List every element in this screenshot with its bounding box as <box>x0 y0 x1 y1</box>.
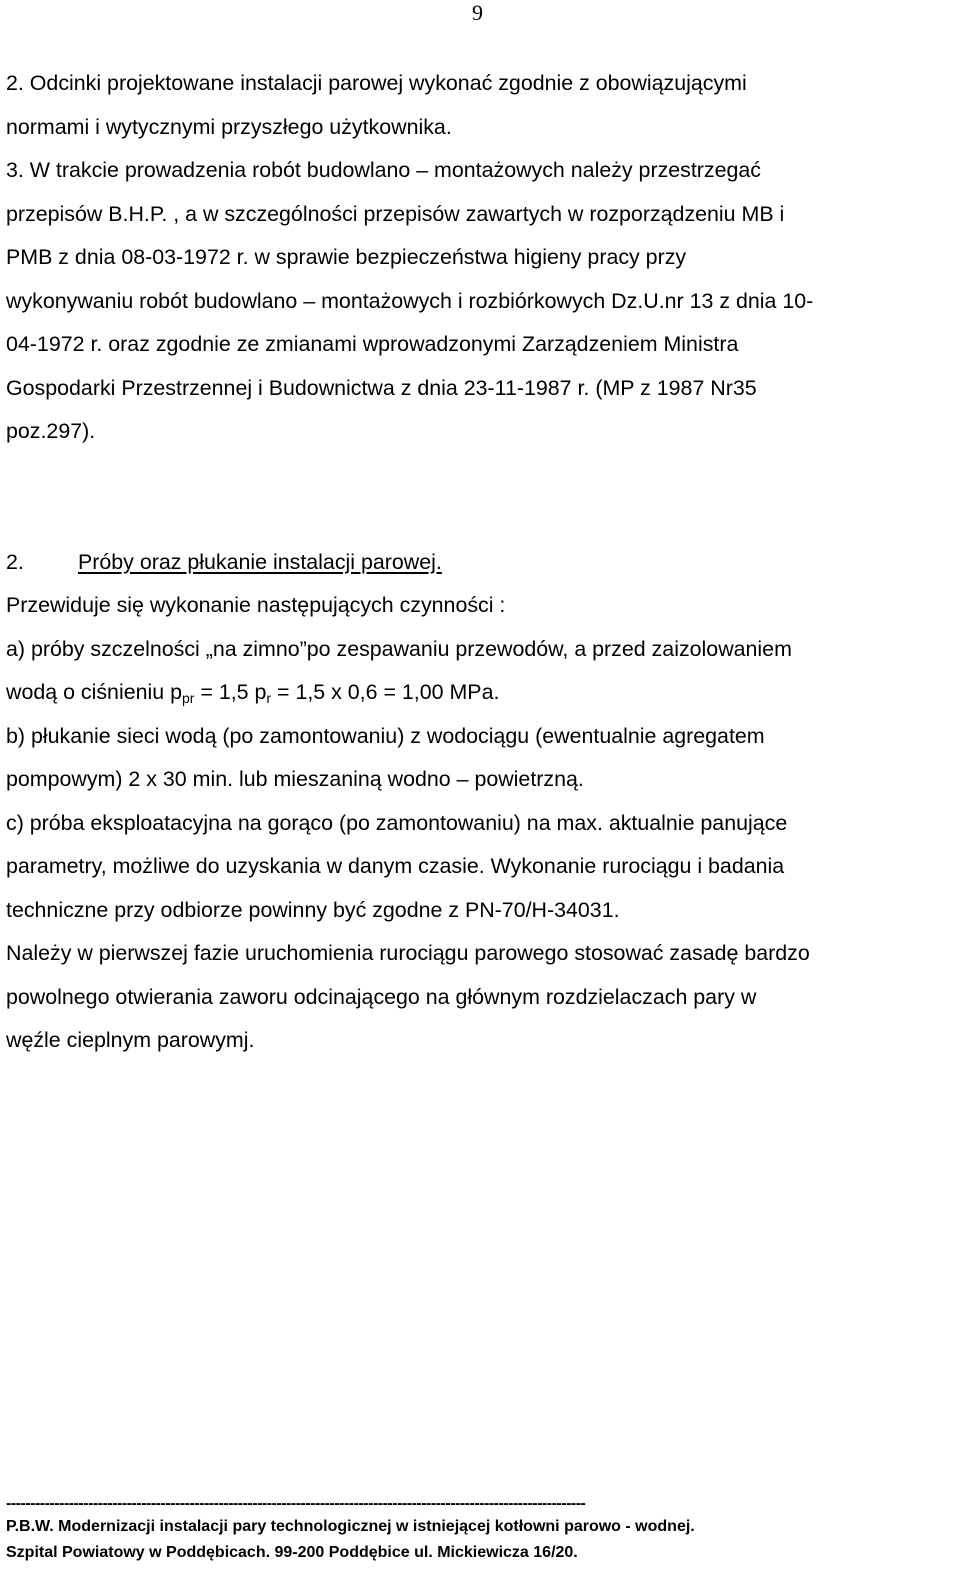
document-body <box>6 62 954 1063</box>
text-line: 3. W trakcie prowadzenia robót budowlano – montażowych należy przestrzegać <box>6 158 762 182</box>
section-intro: Przewiduje się wykonanie następujących czynności : <box>6 593 506 617</box>
subscript-pr: pr <box>182 690 195 706</box>
section-number: 2. <box>6 549 24 574</box>
text-line: węźle cieplnym parowymj. <box>6 1028 255 1052</box>
pressure-text: = 1,5 p <box>194 680 267 704</box>
text-line: parametry, możliwe do uzyskania w danym czasie. Wykonanie rurociągu i badania <box>6 854 785 878</box>
text-line: PMB z dnia 08-03-1972 r. w sprawie bezpieczeństwa higieny pracy przy <box>6 245 687 269</box>
page-footer <box>6 1494 946 1566</box>
item-a-pressure-line <box>6 671 954 715</box>
pressure-text: = 1,5 x 0,6 = 1,00 MPa. <box>271 680 500 704</box>
page-number: 9 <box>472 0 483 25</box>
subscript-r: r <box>266 690 272 706</box>
section-spacer <box>6 454 954 541</box>
footer-divider: ------------------------------------------------------------------------------------------------------------------------ <box>6 1495 586 1512</box>
text-line: c) próba eksploatacyjna na gorąco (po zamontowaniu) na max. aktualnie panujące <box>6 810 788 835</box>
text-line: 2. Odcinki projektowane instalacji parowej wykonać zgodnie z obowiązującymi <box>6 71 747 95</box>
text-line: Należy w pierwszej fazie uruchomienia rurociągu parowego stosować zasadę bardzo <box>6 941 810 965</box>
text-line: normami i wytycznymi przyszłego użytkownika. <box>6 114 452 139</box>
pressure-text: wodą o ciśnieniu p <box>6 680 182 704</box>
text-line: b) płukanie sieci wodą (po zamontowaniu) z wodociągu (ewentualnie agregatem <box>6 723 765 748</box>
text-line: powolnego otwierania zaworu odcinającego na głównym rozdzielaczach pary w <box>6 984 757 1009</box>
text-line: poz.297). <box>6 419 96 443</box>
footer-address-line: Szpital Powiatowy w Poddębicach. 99-200 Poddębice ul. Mickiewicza 16/20. <box>6 1544 578 1561</box>
item-a-line: a) próby szczelności „na zimno”po zespawaniu przewodów, a przed zaizolowaniem <box>6 636 792 661</box>
section-2-heading <box>6 541 954 585</box>
section-1-paragraphs <box>6 62 954 454</box>
text-line: pompowym) 2 x 30 min. lub mieszaniną wodno – powietrzną. <box>6 767 584 791</box>
text-line: Gospodarki Przestrzennej i Budownictwa z dnia 23-11-1987 r. (MP z 1987 Nr35 <box>6 375 757 400</box>
footer-project-line: P.B.W. Modernizacji instalacji pary technologicznej w istniejącej kotłowni parowo - wodnej. <box>6 1518 695 1535</box>
text-line: 04-1972 r. oraz zgodnie ze zmianami wprowadzonymi Zarządzeniem Ministra <box>6 332 739 356</box>
text-line: przepisów B.H.P. , a w szczególności przepisów zawartych w rozporządzeniu MB i <box>6 201 785 226</box>
section-title: Próby oraz płukanie instalacji parowej. <box>78 549 442 574</box>
text-line: wykonywaniu robót budowlano – montażowych i rozbiórkowych Dz.U.nr 13 z dnia 10- <box>6 288 814 313</box>
text-line: techniczne przy odbiorze powinny być zgodne z PN-70/H-34031. <box>6 897 620 922</box>
